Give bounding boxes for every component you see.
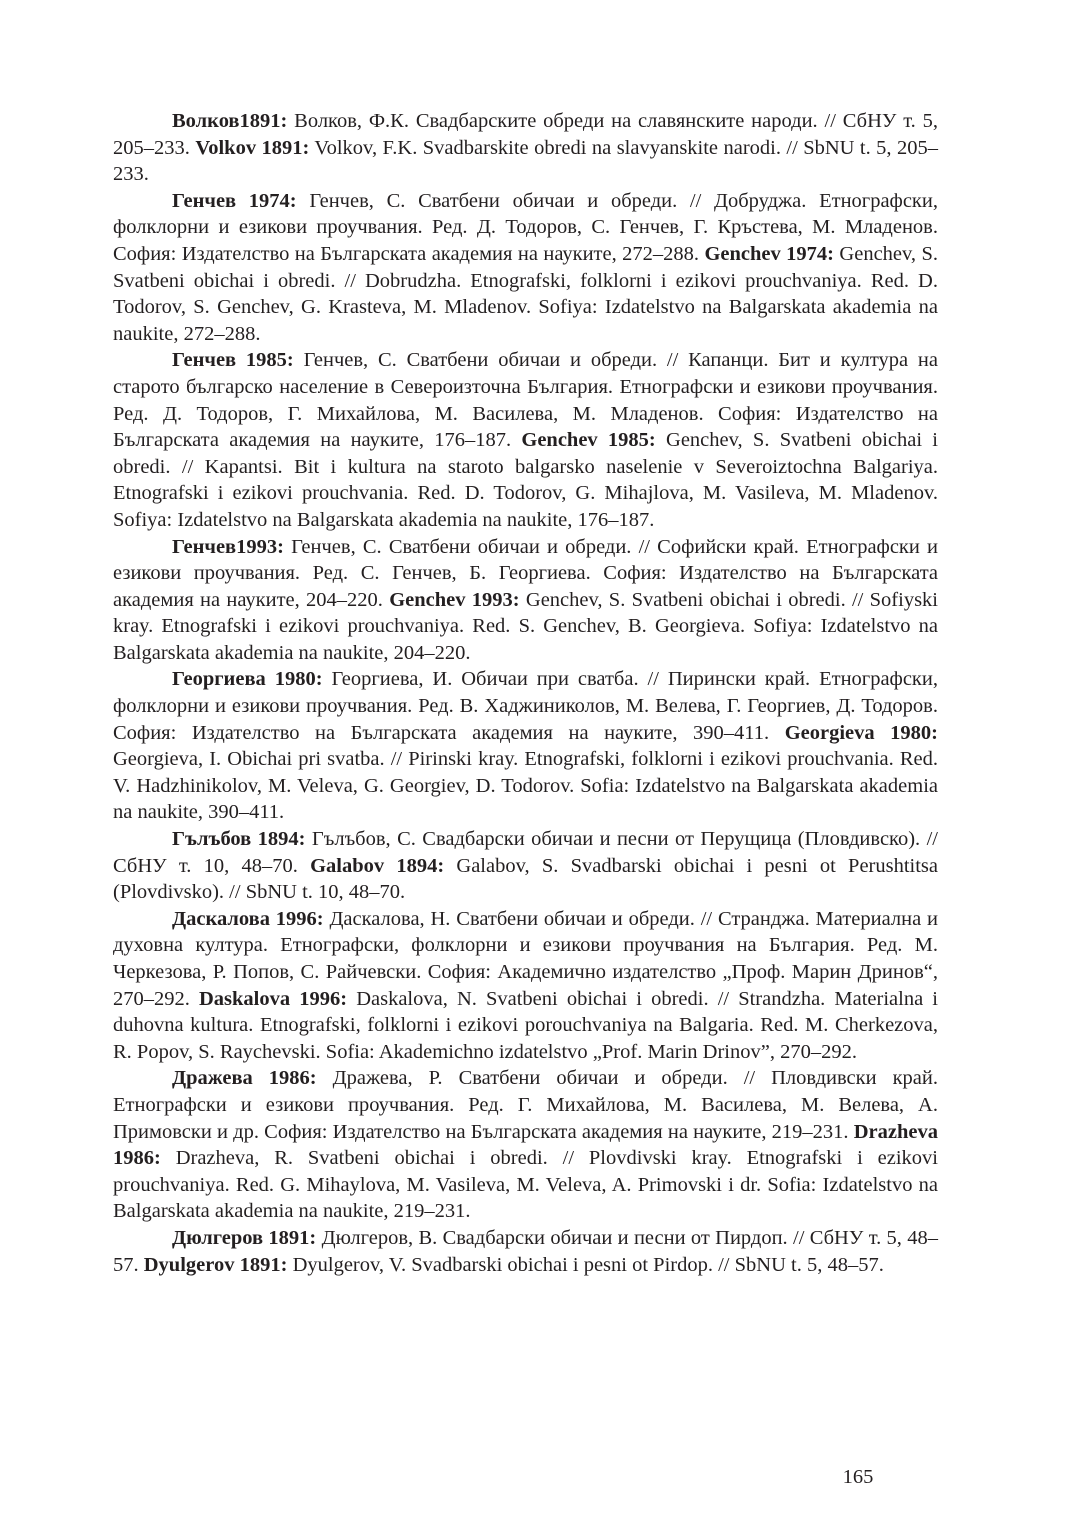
bibliography-entry: [113, 826, 938, 906]
bibliography-entry: [113, 347, 938, 533]
bibliography: [113, 108, 938, 1278]
entry-key: Георгиева 1980:: [172, 668, 323, 691]
bibliography-entry: [113, 1225, 938, 1278]
entry-key-transliterated: Georgieva 1980:: [784, 721, 938, 744]
entry-text: Дюлгеров, В. Свадбарски обичаи и песни от Пирдоп. // СбНУ т. 5, 48–57.: [113, 1226, 938, 1276]
bibliography-entry: [113, 1065, 938, 1225]
entry-key: Генчев 1974:: [172, 189, 297, 212]
entry-key: Волков1891:: [172, 110, 288, 132]
entry-key-transliterated: Genchev 1985:: [521, 429, 656, 452]
entry-key-transliterated: Galabov 1894:: [310, 854, 445, 877]
entry-key: Даскалова 1996:: [172, 907, 324, 930]
entry-text-transliterated: Genchev, S. Svatbeni obichai i obredi. // Kapantsi. Bit i kultura na staroto balgarsko naselenie v Severoiztochna Balgariya. Etnografski i ezikovi prouchvania. Red. D. Todorov, G. Mihajlova, M. Vasileva, M. Mladenov. Sofiya: Izdatelstvo na Balgarskata akademia na naukite, 176–187.: [113, 429, 939, 531]
entry-text: Генчев, С. Сватбени обичаи и обреди. // Добруджа. Етнографски, фолклорни и езикови проучвания. Ред. Д. Тодоров, С. Генчев, Г. Кръстева, М. Младенов. София: Издателство на Българската академия на науките, 272–288.: [113, 189, 938, 265]
entry-text: Генчев, С. Сватбени обичаи и обреди. // Капанци. Бит и култура на старото българско население в Североизточна България. Етнографски и езикови проучвания. Ред. Д. Тодоров, Г. Михайлова, М. Василева, М. Младенов. София: Издателство на Българската академия на науките, 176–187.: [113, 349, 938, 452]
entry-text-transliterated: Georgieva, I. Obichai pri svatba. // Pirinski kray. Etnografski, folklorni i ezikovi prouchvania. Red. V. Hadzhinikolov, M. Veleva, G. Georgiev, D. Todorov. Sofia: Izdatelstvo na Balgarskata akademia na naukite, 390–411.: [113, 748, 938, 824]
entry-key: Гълъбов 1894:: [172, 828, 306, 851]
entry-text-transliterated: Dyulgerov, V. Svadbarski obichai i pesni ot Pirdop. // SbNU t. 5, 48–57.: [287, 1253, 884, 1276]
entry-text-transliterated: Genchev, S. Svatbeni obichai i obredi. // Sofiyski kray. Etnografski i ezikovi prouchvaniya. Red. S. Genchev, B. Georgieva. Sofiya: Izdatelstvo na Balgarskata akademia na naukite, 204–220.: [113, 588, 939, 664]
entry-key-transliterated: Genchev 1974:: [704, 242, 834, 265]
bibliography-entry: [113, 188, 938, 348]
entry-key: Дражева 1986:: [172, 1067, 317, 1090]
entry-key-transliterated: Drazheva 1986:: [113, 1120, 938, 1170]
entry-key-transliterated: Dyulgerov 1891:: [143, 1253, 288, 1276]
entry-key: Дюлгеров 1891:: [172, 1226, 317, 1249]
entry-text: Георгиева, И. Обичаи при сватба. // Пирински край. Етнографски, фолклорни и езикови проучвания. Ред. В. Хаджиниколов, М. Велева, Г. Георгиев, Д. Тодоров. София: Издателство на Българската академия на науките, 390–411.: [113, 668, 938, 744]
bibliography-entry: [113, 534, 938, 667]
entry-text: Даскалова, Н. Сватбени обичаи и обреди. // Странджа. Материална и духовна култура. Етнографски, фолклорни и езикови проучвания на България. Ред. М. Черкезова, Р. Попов, С. Райчевски. София: Академично издателство „Проф. Марин Дринов“, 270–292.: [113, 907, 938, 1010]
entry-key-transliterated: Volkov 1891:: [195, 136, 310, 159]
entry-text-transliterated: Genchev, S. Svatbeni obichai i obredi. // Dobrudzha. Etnografski, folklorni i ezikovi prouchvaniya. Red. D. Todorov, S. Genchev, G. Krasteva, M. Mladenov. Sofiya: Izdatelstvo na Balgarskata akademia na naukite, 272–288.: [113, 242, 939, 345]
page-number: 165: [842, 1466, 874, 1488]
entry-text: Генчев, С. Сватбени обичаи и обреди. // Софийски край. Етнографски и езикови проучвания. Ред. С. Генчев, Б. Георгиева. София: Издателство на Българската академия на науките, 204–220.: [113, 535, 938, 611]
bibliography-entry: [113, 906, 938, 1066]
entry-text-transliterated: Galabov, S. Svadbarski obichai i pesni ot Perushtitsa (Plovdivsko). // SbNU t. 10, 48–70.: [113, 854, 939, 904]
entry-text-transliterated: Daskalova, N. Svatbeni obichai i obredi. // Strandzha. Materialna i duhovna kultura. Etnografski, folklorni i ezikovi porouchvaniya na Balgaria. Red. M. Cherkezova, R. Popov, S. Raychevski. Sofia: Akademichno izdatelstvo „Prof. Marin Drinov”, 270–292.: [113, 987, 939, 1063]
bibliography-entry: [113, 108, 938, 188]
entry-key-transliterated: Daskalova 1996:: [199, 987, 348, 1010]
entry-key: Генчев1993:: [172, 535, 284, 558]
entry-text-transliterated: Volkov, F.K. Svadbarskite obredi na slavyanskite narodi. // SbNU t. 5, 205–233.: [113, 136, 938, 186]
entry-text: Гълъбов, С. Свадбарски обичаи и песни от Перущица (Пловдивско). // СбНУ т. 10, 48–70.: [113, 828, 938, 877]
entry-text-transliterated: Drazheva, R. Svatbeni obichai i obredi. // Plovdivski kray. Etnografski i ezikovi prouchvaniya. Red. G. Mihaylova, M. Vasileva, M. Veleva, A. Primovski i dr. Sofia: Izdatelstvo na Balgarskata akademia na naukite, 219–231.: [113, 1147, 938, 1223]
bibliography-entry: [113, 666, 938, 826]
entry-key: Генчев 1985:: [172, 349, 294, 372]
entry-key-transliterated: Genchev 1993:: [389, 588, 520, 611]
entry-text: Дражева, Р. Сватбени обичаи и обреди. // Пловдивски край. Етнографски и езикови проучвания. Ред. Г. Михайлова, М. Василева, М. Велева, А. Примовски и др. София: Издателство на Българската академия на науките, 219–231.: [113, 1067, 938, 1143]
entry-text: Волков, Ф.К. Свадбарските обреди на славянските народи. // СбНУ т. 5, 205–233.: [113, 110, 938, 159]
